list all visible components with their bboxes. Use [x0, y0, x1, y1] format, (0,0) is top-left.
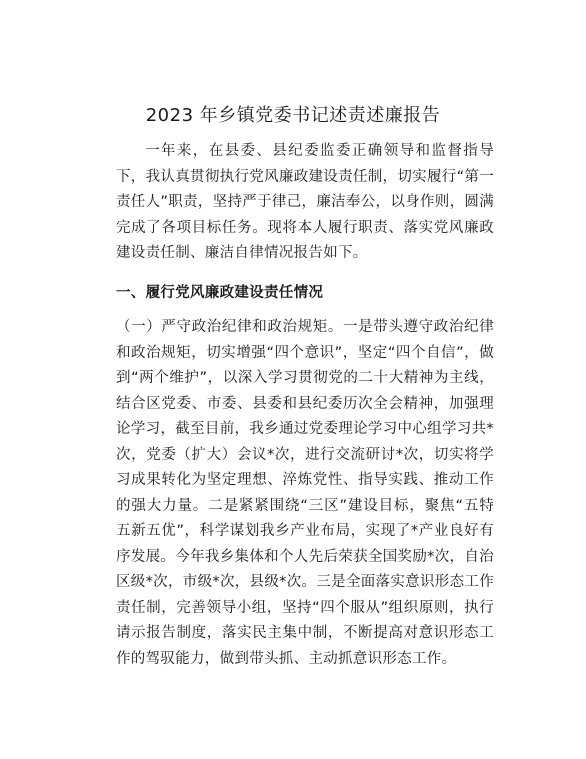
document-title: 2023 年乡镇党委书记述责述廉报告 — [145, 105, 441, 126]
section-heading: 一、履行党风廉政建设责任情况 — [116, 285, 324, 301]
section-paragraph: （一）严守政治纪律和政治规矩。一是带头遵守政治纪律和政治规矩，切实增强“四个意识”，坚定“四个自信”，做到“两个维护”，以深入学习贯彻党的二十大精神为主线，结合区党委、市委、县委和县纪委历次全会精神，加强理论学习，截至目前，我乡通过党委理论学习中心组学习共*次，党委（扩大）会议*次，进行交流研讨*次，切实将学习成果转化为坚定理想、淬炼党性、指导实践、推动工作的强大力量。二是紧紧围绕“三区”建设目标，聚焦“五特五新五优”，科学谋划我乡产业布局，实现了*产业良好有序发展。今年我乡集体和个人先后荣获全国奖励*次，自治区级*次，市级*次，县级*次。三是全面落实意识形态工作责任制，完善领导小组，坚持“四个服从”组织原则，执行请示报告制度，落实民主集中制，不断提高对意识形态工作的驾驭能力，做到带头抓、主动抓意识形态工作。 — [116, 319, 494, 667]
intro-paragraph: 一年来，在县委、县纪委监委正确领导和监督指导下，我认真贯彻执行党风廉政建设责任制，切实履行“第一责任人”职责，坚持严于律己，廉洁奉公，以身作则，圆满完成了各项目标任务。现将本人履行职责、落实党风廉政建设责任制、廉洁自律情况报告如下。 — [116, 143, 494, 261]
